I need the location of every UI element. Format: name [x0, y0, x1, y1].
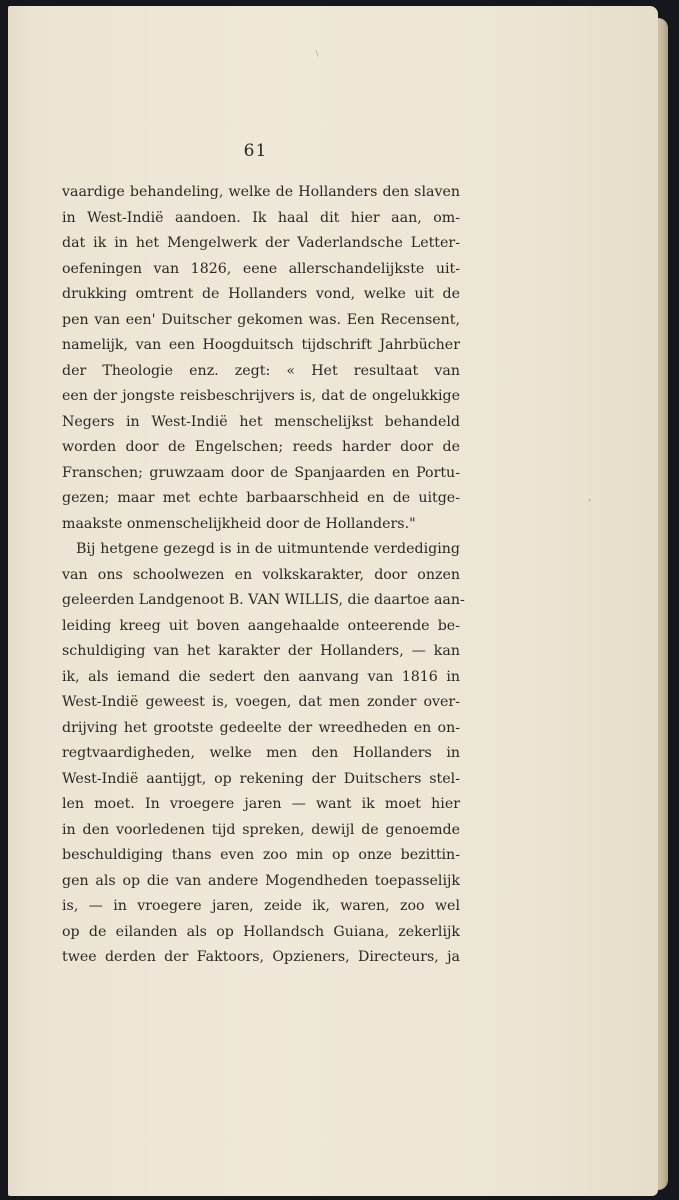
text-line: van ons schoolwezen en volkskarakter, door onzen: [62, 566, 460, 583]
text-line: drukking omtrent de Hollanders vond, welke uit de: [62, 286, 460, 302]
paper-speck: ‚: [588, 492, 592, 503]
paper-speck: ﹨: [312, 48, 322, 59]
text-line: Franschen; gruwzaam door de Spanjaarden en Portu-: [62, 464, 460, 481]
text-line: is, — in vroegere jaren, zeide ik, waren, zoo wel: [62, 898, 460, 914]
text-line: maakste onmenschelijkheid door de Hollanders.": [62, 515, 416, 532]
text-line: ik, als iemand die sedert den aanvang van 1816 in: [62, 668, 460, 685]
text-line: dat ik in het Mengelwerk der Vaderlandsche Letter-: [62, 235, 460, 251]
text-line: len moet. In vroegere jaren — want ik moet hier: [62, 796, 460, 812]
text-line: leiding kreeg uit boven aangehaalde onteerende be-: [62, 617, 460, 634]
text-line: gezen; maar met echte barbaarschheid en de uitge-: [62, 490, 460, 506]
text-line: drijving het grootste gedeelte der wreedheden en on-: [62, 719, 460, 736]
text-line: een der jongste reisbeschrijvers is, dat de ongelukkige: [62, 388, 460, 404]
text-line: geleerden Landgenoot B. VAN WILLIS, die daartoe aan-: [62, 592, 465, 608]
text-line: worden door de Engelschen; reeds harder door de: [62, 439, 460, 455]
text-line: in West-Indië aandoen. Ik haal dit hier aan, om-: [62, 209, 460, 226]
text-line: pen van een' Duitscher gekomen was. Een Recensent,: [62, 311, 460, 328]
text-line: twee derden der Faktoors, Opzieners, Directeurs, ja: [62, 949, 460, 965]
text-line: West-Indië geweest is, voegen, dat men zonder over-: [62, 694, 460, 710]
text-line: op de eilanden als op Hollandsch Guiana, zekerlijk: [62, 923, 460, 940]
text-line: beschuldiging thans even zoo min op onze bezittin-: [62, 847, 460, 863]
text-line: regtvaardigheden, welke men den Hollanders in: [62, 745, 460, 761]
page-number: 61: [243, 141, 268, 161]
text-line: vaardige behandeling, welke de Hollanders den slaven: [62, 184, 460, 200]
text-line: schuldiging van het karakter der Hollanders, — kan: [62, 643, 460, 659]
text-line: Bij hetgene gezegd is in de uitmuntende verdediging: [76, 541, 460, 557]
text-line: West-Indië aantijgt, op rekening der Duitschers stel-: [62, 770, 460, 787]
text-line: Negers in West-Indië het menschelijkst behandeld: [62, 413, 460, 430]
text-line: namelijk, van een Hoogduitsch tijdschrift Jahrbücher: [62, 337, 460, 353]
text-line: gen als op die van andere Mogendheden toepasselijk: [62, 872, 460, 889]
text-line: in den voorledenen tijd spreken, dewijl de genoemde: [62, 821, 460, 838]
text-line: oefeningen van 1826, eene allerschandelijkste uit-: [62, 260, 460, 277]
text-line: der Theologie enz. zegt: « Het resultaat van: [62, 362, 460, 379]
body-text: [62, 180, 465, 971]
